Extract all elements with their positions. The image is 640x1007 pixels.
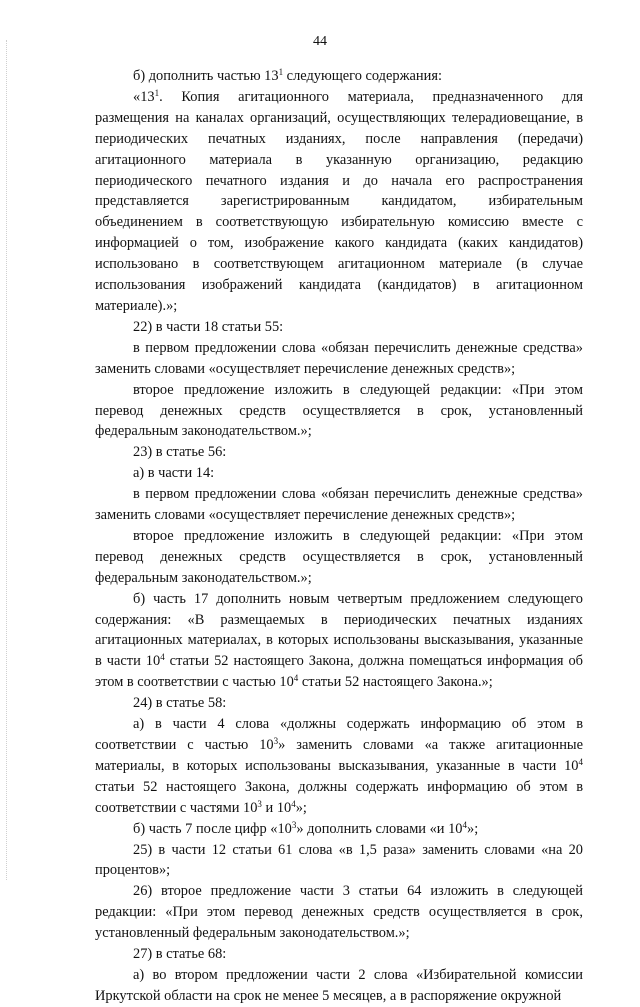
scan-margin-marks <box>6 40 9 880</box>
paragraph <box>95 66 583 87</box>
text-run: а) в части 14: <box>133 465 215 482</box>
text-run: второе предложение изложить в следующей редакции: «При этом перевод денежных средств осуществляется в срок, установленный федеральным законодательством.»; <box>95 527 583 586</box>
text-run: статьи 52 настоящего Закона, должны содержать информацию об этом в соответствии с частями 10 <box>95 778 583 816</box>
paragraph <box>95 693 583 714</box>
superscript: 4 <box>462 819 467 830</box>
text-run: 27) в статье 68: <box>133 946 227 963</box>
text-run: а) в части 4 слова «должны содержать информацию об этом в соответствии с частью 10 <box>95 716 583 753</box>
paragraph <box>95 484 583 526</box>
paragraph <box>95 714 583 819</box>
text-run: . Копия агитационного материала, предназначенного для размещения на каналах организаций, осуществляющих телерадиовещание, в периодических печатных изданиях, после направления (передачи) агитационного материала в указанную организацию, редакцию периодического печатного издания и до начала его распространения представляется зарегистрированным кандидатом, избирательным объединением в соответствующую избирательную комиссию вместе с информацией о том, изображение какого кандидата (каких кандидатов) использовано в соответствующем агитационном материале (в случае использования изображений кандидата (кандидатов) в агитационном материале).»; <box>95 88 583 314</box>
paragraph <box>95 338 583 380</box>
text-run: в первом предложении слова «обязан перечислить денежные средства» заменить словами «осуществляет перечисление денежных средств»; <box>95 486 583 524</box>
superscript: 3 <box>257 798 262 809</box>
text-run: »; <box>295 799 307 816</box>
text-run: » дополнить словами «и 10 <box>296 820 463 837</box>
paragraph <box>95 87 583 317</box>
paragraph <box>95 840 583 882</box>
superscript: 3 <box>291 819 297 830</box>
text-run: » заменить словами «а также агитационные материалы, в которых использованы высказывания, указанные в части 10 <box>95 737 583 774</box>
text-run: 25) в части 12 статьи 61 слова «в 1,5 раза» заменить словами «на 20 процентов»; <box>95 841 583 879</box>
paragraph <box>95 317 583 338</box>
superscript: 3 <box>273 736 279 746</box>
text-run: б) дополнить частью 13 <box>133 68 279 84</box>
text-run: 23) в статье 56: <box>133 444 227 461</box>
paragraph <box>95 526 583 589</box>
text-run: 24) в статье 58: <box>133 695 227 712</box>
text-run: б) часть 17 дополнить новым четвертым предложением следующего содержания: «В размещаемых в периодических печатных изданиях агитационных материалах, в которых использованы высказывания, указанные в части 10 <box>95 590 583 670</box>
paragraph <box>95 819 583 840</box>
paragraph <box>95 463 583 484</box>
superscript: 4 <box>160 652 165 663</box>
superscript: 1 <box>154 87 160 98</box>
text-run: следующего содержания: <box>283 68 442 84</box>
paragraph <box>95 881 583 944</box>
text-run: »; <box>467 820 479 837</box>
text-run: статьи 52 настоящего Закона.»; <box>298 674 493 691</box>
text-run: «13 <box>133 88 155 105</box>
paragraph <box>95 442 583 463</box>
paragraph <box>95 944 583 965</box>
text-run: 22) в части 18 статьи 55: <box>133 318 284 335</box>
text-run: второе предложение изложить в следующей редакции: «При этом перевод денежных средств осуществляется в срок, установленный федеральным законодательством.»; <box>95 381 583 440</box>
superscript: 1 <box>278 67 284 77</box>
superscript: 4 <box>578 756 583 767</box>
text-run: и 10 <box>261 799 292 816</box>
text-run: статьи 52 настоящего Закона, должна помещаться информация об этом в соответствии с частью 10 <box>95 653 583 691</box>
text-run: в первом предложении слова «обязан перечислить денежные средства» заменить словами «осуществляет перечисление денежных средств»; <box>95 339 583 377</box>
superscript: 4 <box>293 673 299 684</box>
superscript: 4 <box>291 798 296 809</box>
paragraph <box>95 589 583 694</box>
page-number: 44 <box>313 34 327 49</box>
text-run: а) во втором предложении части 2 слова «Избирательной комиссии Иркутской области на срок не менее 5 месяцев, а в распоряжение окружной <box>95 966 583 1004</box>
document-body <box>95 66 583 1007</box>
paragraph <box>95 380 583 443</box>
text-run: 26) второе предложение части 3 статьи 64 изложить в следующей редакции: «При этом перевод денежных средств осуществляется в срок, установленный федеральным законодательством.»; <box>95 883 583 942</box>
paragraph <box>95 965 583 1007</box>
text-run: б) часть 7 после цифр «10 <box>133 820 292 837</box>
